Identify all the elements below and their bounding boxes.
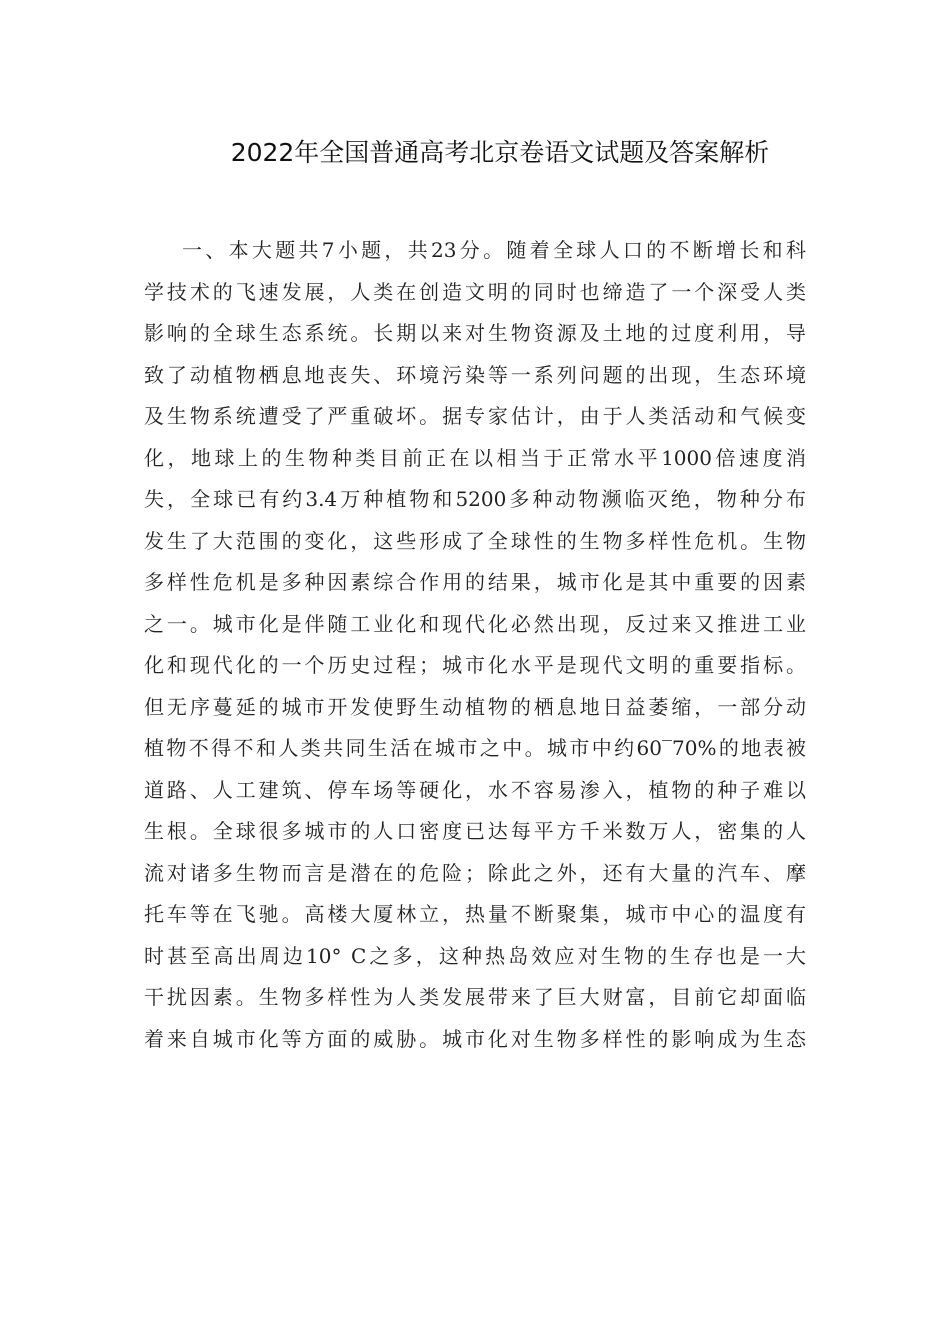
paragraph-line: 植物不得不和人类共同生活在城市之中。城市中约60‾70%的地表被 [144,736,806,760]
paragraph-line: 流对诸多生物而言是潜在的危险；除此之外，还有大量的汽车、摩 [144,860,806,885]
document-title: 2022年全国普通高考北京卷语文试题及答案解析 [230,138,770,167]
paragraph-line: 学技术的飞速发展，人类在创造文明的同时也缔造了一个深受人类 [144,279,806,304]
paragraph-line: 化，地球上的生物种类目前正在以相当于正常水平1000倍速度消 [144,445,806,470]
paragraph-line: 影响的全球生态系统。长期以来对生物资源及土地的过度利用，导 [144,321,806,345]
paragraph-line: 生根。全球很多城市的人口密度已达每平方千米数万人，密集的人 [144,819,806,843]
document-body [144,230,806,1060]
paragraph-line: 时甚至高出周边10° C之多，这种热岛效应对生物的生存也是一大 [144,943,806,968]
paragraph-line: 之一。城市化是伴随工业化和现代化必然出现，反过来又推进工业 [144,611,806,636]
paragraph-line: 着来自城市化等方面的威胁。城市化对生物多样性的影响成为生态 [144,1026,806,1051]
paragraph-line: 一、本大题共7小题，共23分。随着全球人口的不断增长和科 [182,238,806,262]
paragraph-line: 发生了大范围的变化，这些形成了全球性的生物多样性危机。生物 [144,528,806,553]
paragraph-line: 托车等在飞驰。高楼大厦林立，热量不断聚集，城市中心的温度有 [144,902,806,926]
paragraph-line: 道路、人工建筑、停车场等硬化，水不容易渗入，植物的种子难以 [144,777,806,802]
paragraph-line: 及生物系统遭受了严重破坏。据专家估计，由于人类活动和气候变 [144,404,806,428]
paragraph-line: 但无序蔓延的城市开发使野生动植物的栖息地日益萎缩，一部分动 [144,694,806,719]
paragraph-line: 失，全球已有约3.4万种植物和5200多种动物濒临灭绝，物种分布 [144,487,806,511]
paragraph-line: 化和现代化的一个历史过程；城市化水平是现代文明的重要指标。 [144,653,806,677]
paragraph-line: 多样性危机是多种因素综合作用的结果，城市化是其中重要的因素 [144,570,806,594]
paragraph-line: 干扰因素。生物多样性为人类发展带来了巨大财富，目前它却面临 [144,985,806,1009]
paragraph-line: 致了动植物栖息地丧失、环境污染等一系列问题的出现，生态环境 [144,362,806,387]
